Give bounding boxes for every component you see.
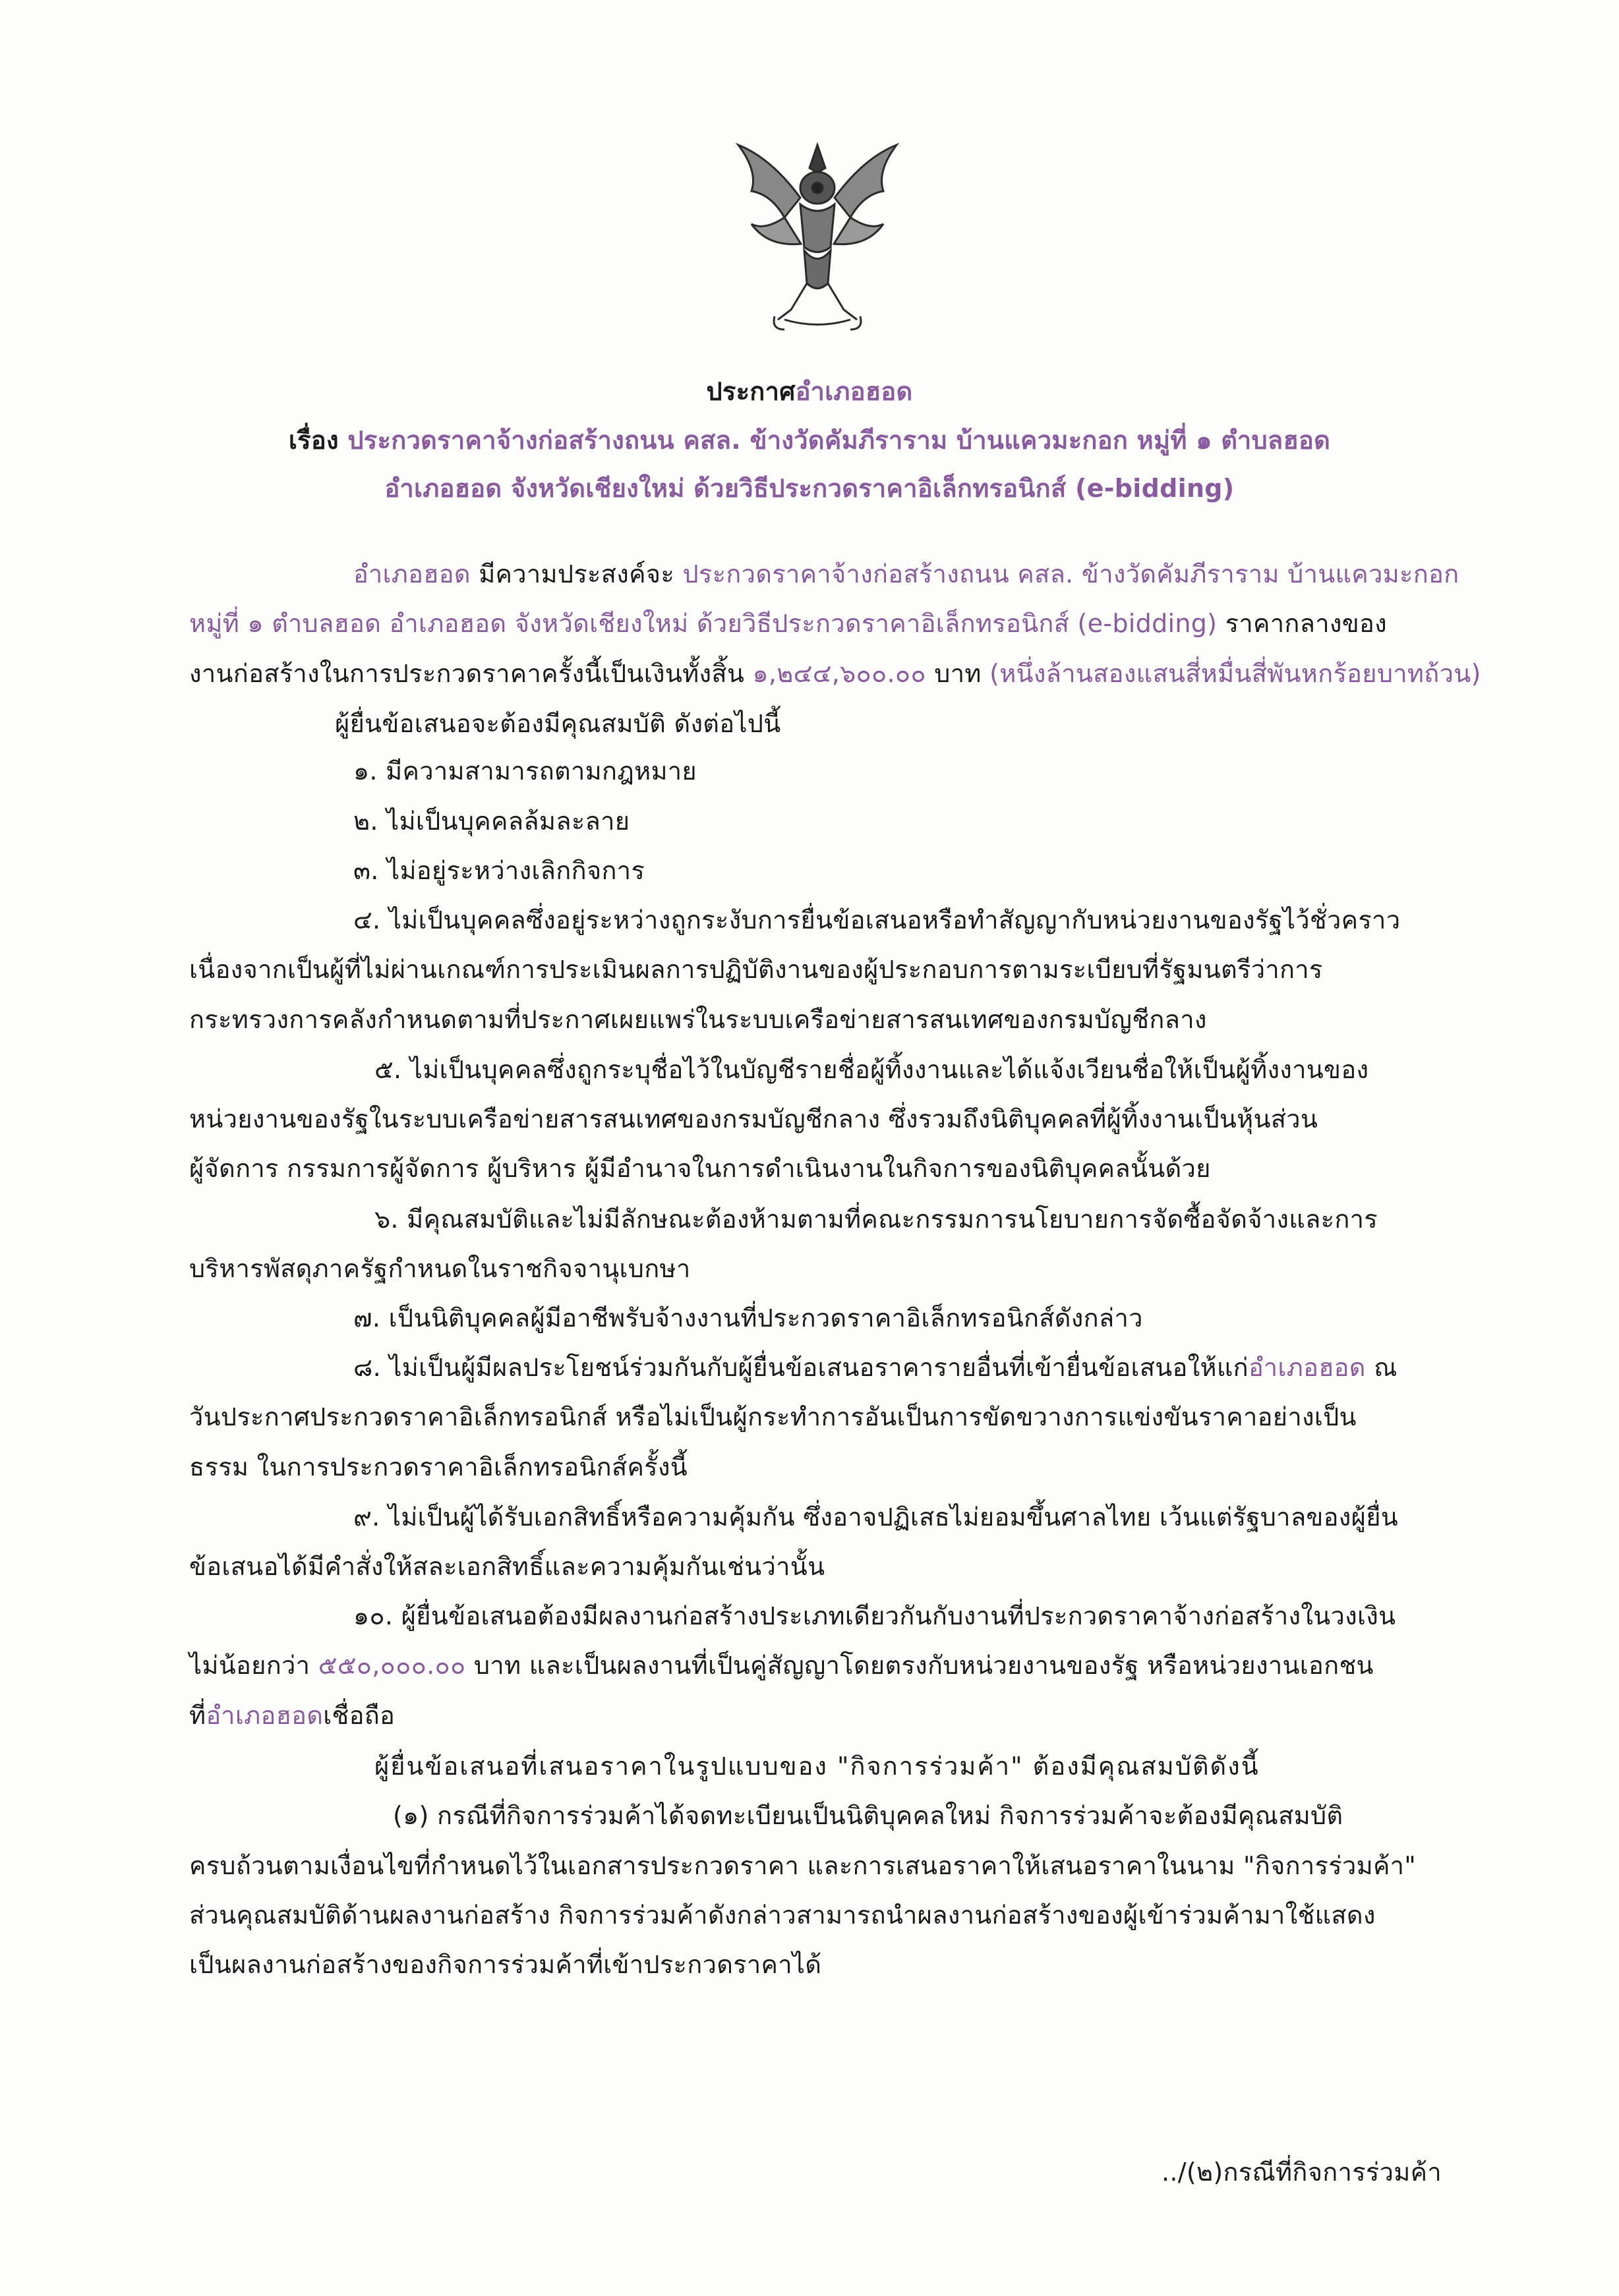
qualification-4-line-3: กระทรวงการคลังกำหนดตามที่ประกาศเผยแพร่ในระบบเครือข่ายสารสนเทศของกรมบัญชีกลาง (189, 1005, 1207, 1034)
intro-office: อำเภอฮอด (353, 560, 471, 588)
intro-mid: มีความประสงค์จะ (470, 560, 683, 588)
qualification-5-line-2: หน่วยงานของรัฐในระบบเครือข่ายสารสนเทศของกรมบัญชีกลาง ซึ่งรวมถึงนิติบุคคลที่ผู้ทิ้งงานเป็นหุ้นส่วน (189, 1105, 1318, 1134)
intro-price-head: งานก่อสร้างในการประกวดราคาครั้งนี้เป็นเงินทั้งสิ้น (189, 659, 753, 688)
joint-venture-heading: ผู้ยื่นข้อเสนอที่เสนอราคาในรูปแบบของ "กิจการร่วมค้า" ต้องมีคุณสมบัติดังนี้ (374, 1752, 1260, 1781)
q10-office: อำเภอฮอด (206, 1701, 324, 1730)
qualification-6-line-2: บริหารพัสดุภาครัฐกำหนดในราชกิจจานุเบกษา (189, 1254, 691, 1283)
title-prefix: ประกาศ (706, 377, 796, 406)
intro-price-unit: บาท (926, 659, 990, 688)
qualification-heading: ผู้ยื่นข้อเสนอจะต้องมีคุณสมบัติ ดังต่อไปนี้ (335, 709, 781, 738)
title-office: อำเภอฮอด (795, 377, 913, 406)
qualification-8-line-3: ธรรม ในการประกวดราคาอิเล็กทรอนิกส์ครั้งนี้ (189, 1452, 688, 1481)
qualification-9-line-1: ๙. ไม่เป็นผู้ได้รับเอกสิทธิ์หรือความคุ้มกัน ซึ่งอาจปฏิเสธไม่ยอมขึ้นศาลไทย เว้นแต่รัฐบาลของผู้ยื่น (353, 1503, 1399, 1532)
notice-title (0, 373, 1619, 410)
intro-price-words: (หนึ่งล้านสองแสนสี่หมื่นสี่พันหกร้อยบาทถ้วน) (989, 659, 1481, 688)
garuda-emblem-icon (712, 132, 923, 343)
qualification-7: ๗. เป็นนิติบุคคลผู้มีอาชีพรับจ้างงานที่ประกวดราคาอิเล็กทรอนิกส์ดังกล่าว (353, 1304, 1143, 1333)
qualification-8-line-2: วันประกาศประกวดราคาอิเล็กทรอนิกส์ หรือไม่เป็นผู้กระทำการอันเป็นการขัดขวางการแข่งขันราคาอย่างเป็น (189, 1402, 1357, 1431)
intro-tail: ราคากลางของ (1217, 609, 1388, 638)
q10-l3-tail: เชื่อถือ (323, 1701, 396, 1730)
intro-line-3 (189, 655, 1481, 692)
qualification-8-line-1 (353, 1349, 1398, 1386)
qualification-5-line-1: ๕. ไม่เป็นบุคคลซึ่งถูกระบุชื่อไว้ในบัญชีรายชื่อผู้ทิ้งงานและได้แจ้งเวียนชื่อให้เป็นผู้ทิ้งงานของ (374, 1055, 1369, 1084)
subject-line-2: อำเภอฮอด จังหวัดเชียงใหม่ ด้วยวิธีประกวดราคาอิเล็กทรอนิกส์ (e-bidding) (384, 474, 1235, 503)
qualification-1: ๑. มีความสามารถตามกฎหมาย (353, 757, 697, 786)
joint-venture-1-line-3: ส่วนคุณสมบัติด้านผลงานก่อสร้าง กิจการร่วมค้าดังกล่าวสามารถนำผลงานก่อสร้างของผู้เข้าร่วมค้ามาใช้แสดง (189, 1901, 1376, 1930)
qualification-9-line-2: ข้อเสนอได้มีคำสั่งให้สละเอกสิทธิ์และความคุ้มกันเช่นว่านั้น (189, 1552, 825, 1581)
qualification-10-line-1: ๑๐. ผู้ยื่นข้อเสนอต้องมีผลงานก่อสร้างประเภทเดียวกันกับงานที่ประกวดราคาจ้างก่อสร้างในวงเงิน (353, 1601, 1396, 1630)
subject-line-1 (0, 422, 1619, 459)
qualification-6-line-1: ๖. มีคุณสมบัติและไม่มีลักษณะต้องห้ามตามที่คณะกรรมการนโยบายการจัดซื้อจัดจ้างและการ (374, 1205, 1378, 1234)
q10-amount: ๕๕๐,๐๐๐.๐๐ (318, 1651, 466, 1680)
qualification-10-line-2 (189, 1647, 1374, 1684)
intro-line-1 (353, 556, 1459, 592)
joint-venture-1-line-2: ครบถ้วนตามเงื่อนไขที่กำหนดไว้ในเอกสารประกวดราคา และการเสนอราคาให้เสนอราคาในนาม "กิจการร่วมค้า" (189, 1851, 1417, 1880)
intro-project-1: ประกวดราคาจ้างก่อสร้างถนน คสล. ข้างวัดคัมภีราราม บ้านแควมะกอก (682, 560, 1459, 588)
q10-head: ไม่น้อยกว่า (189, 1651, 318, 1680)
qualification-5-line-3: ผู้จัดการ กรรมการผู้จัดการ ผู้บริหาร ผู้มีอำนาจในการดำเนินงานในกิจการของนิติบุคคลนั้นด้วย (189, 1154, 1211, 1183)
q8-head: ๘. ไม่เป็นผู้มีผลประโยชน์ร่วมกันกับผู้ยื่นข้อเสนอราคารายอื่นที่เข้ายื่นข้อเสนอให้แก่ (353, 1353, 1249, 1382)
q10-l3-head: ที่ (189, 1701, 206, 1730)
subject-label: เรื่อง (288, 426, 339, 455)
subject-text-1: ประกวดราคาจ้างก่อสร้างถนน คสล. ข้างวัดคัมภีราราม บ้านแควมะกอก หมู่ที่ ๑ ตำบลฮอด (347, 426, 1331, 455)
q8-office: อำเภอฮอด (1248, 1353, 1366, 1382)
intro-line-2 (189, 605, 1387, 642)
intro-price-amount: ๑,๒๔๔,๖๐๐.๐๐ (752, 659, 926, 688)
intro-project-2: หมู่ที่ ๑ ตำบลฮอด อำเภอฮอด จังหวัดเชียงใหม่ ด้วยวิธีประกวดราคาอิเล็กทรอนิกส์ (e-bidding) (189, 609, 1218, 638)
joint-venture-1-line-1: (๑) กรณีที่กิจการร่วมค้าได้จดทะเบียนเป็นนิติบุคคลใหม่ กิจการร่วมค้าจะต้องมีคุณสมบัติ (393, 1801, 1343, 1830)
q10-tail: บาท และเป็นผลงานที่เป็นคู่สัญญาโดยตรงกับหน่วยงานของรัฐ หรือหน่วยงานเอกชน (465, 1651, 1374, 1680)
qualification-3: ๓. ไม่อยู่ระหว่างเลิกกิจการ (353, 856, 645, 885)
joint-venture-1-line-4: เป็นผลงานก่อสร้างของกิจการร่วมค้าที่เข้าประกวดราคาได้ (189, 1950, 822, 1979)
qualification-10-line-3 (189, 1697, 395, 1734)
continuation-note: ../(๒)กรณีที่กิจการร่วมค้า (1162, 2158, 1442, 2187)
qualification-4-line-2: เนื่องจากเป็นผู้ที่ไม่ผ่านเกณฑ์การประเมินผลการปฏิบัติงานของผู้ประกอบการตามระเบียบที่รัฐมนตรีว่าการ (189, 955, 1323, 984)
q8-tail: ณ (1365, 1353, 1398, 1382)
qualification-4-line-1: ๔. ไม่เป็นบุคคลซึ่งอยู่ระหว่างถูกระงับการยื่นข้อเสนอหรือทำสัญญากับหน่วยงานของรัฐไว้ชั่วคราว (353, 905, 1401, 934)
qualification-2: ๒. ไม่เป็นบุคคลล้มละลาย (353, 807, 630, 836)
